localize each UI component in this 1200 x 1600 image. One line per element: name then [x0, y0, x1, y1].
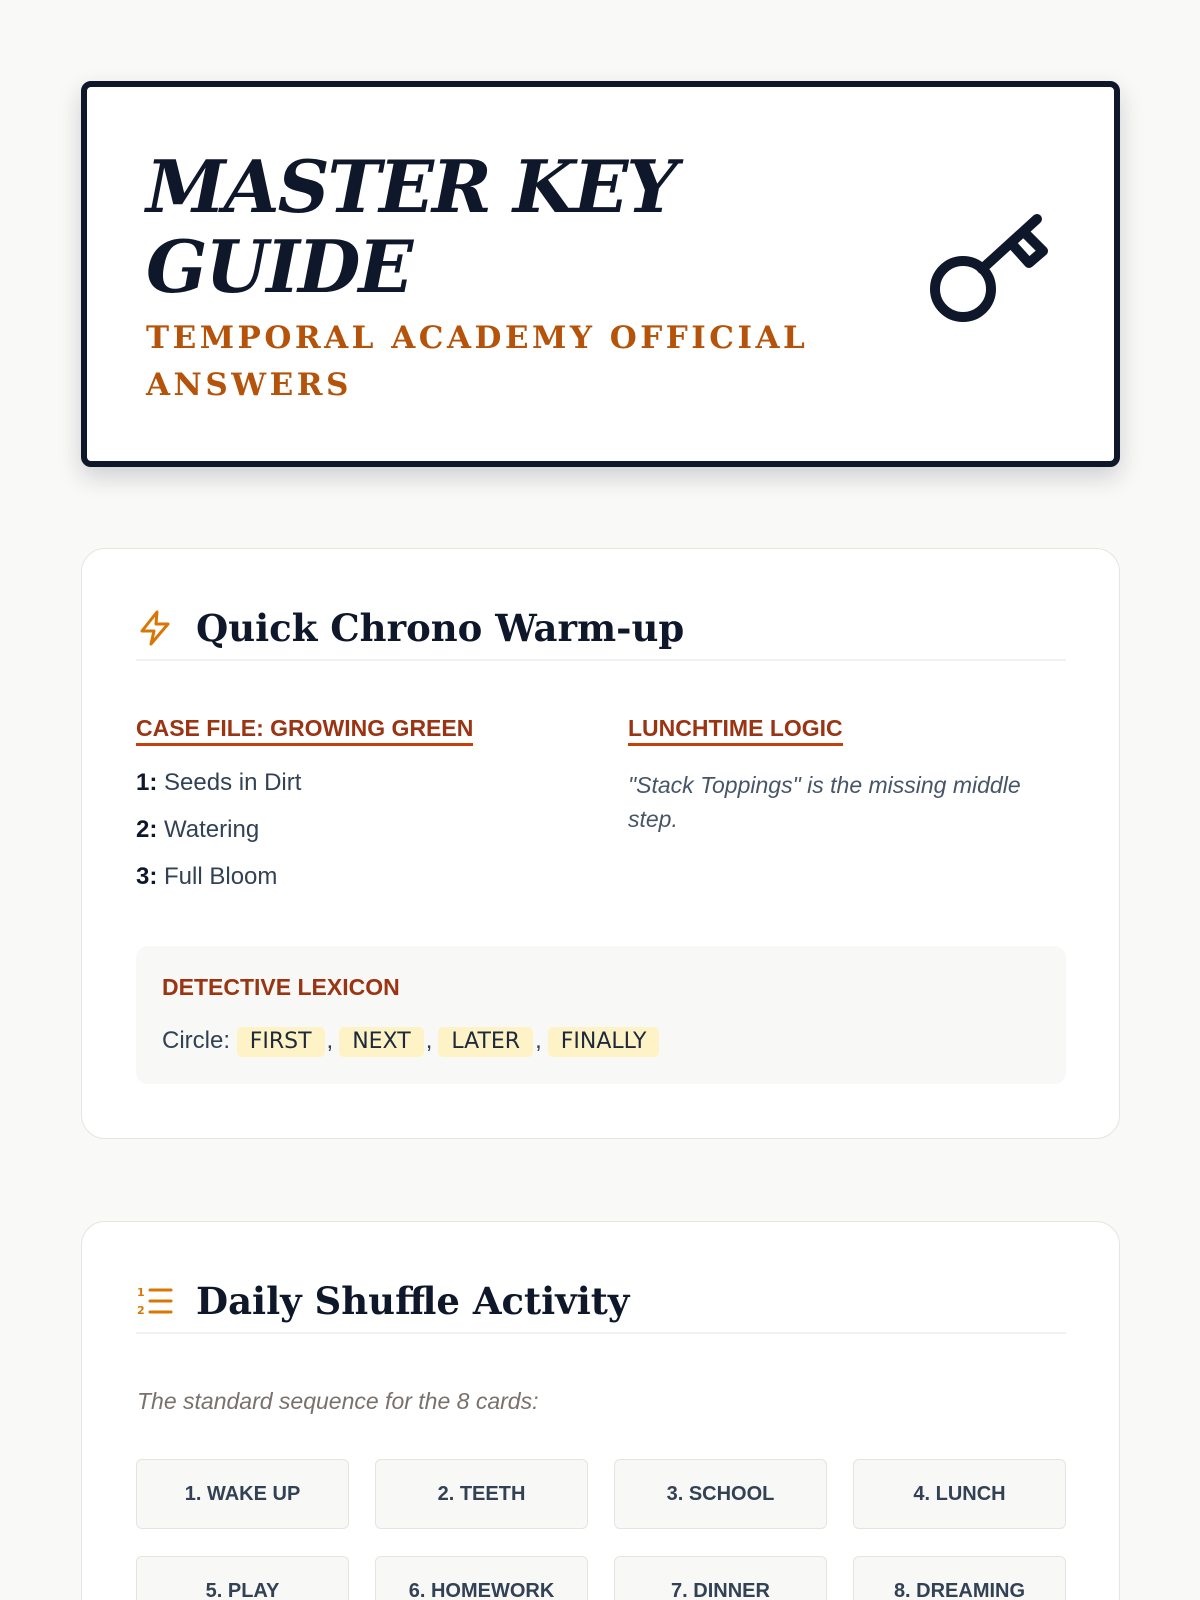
shuffle-intro: The standard sequence for the 8 cards: [137, 1388, 539, 1414]
sequence-card[interactable]: 3. SCHOOL [614, 1459, 827, 1529]
step-number: 1: [136, 769, 158, 796]
case-file-steps [136, 768, 556, 909]
hero-banner [81, 81, 1120, 467]
step-number: 3: [136, 863, 158, 890]
shuffle-card [81, 1221, 1120, 1600]
lexicon-word: LATER [438, 1027, 533, 1057]
step-item [136, 768, 556, 815]
lexicon-separator: , [425, 1027, 433, 1054]
shuffle-header [136, 1278, 1066, 1334]
sequence-card[interactable]: 2. TEETH [375, 1459, 588, 1529]
lunchtime-section [628, 714, 1068, 836]
step-text: Watering [164, 816, 260, 843]
lightning-icon [136, 609, 174, 647]
key-icon [925, 211, 1053, 331]
lexicon-label: DETECTIVE LEXICON [162, 974, 400, 1000]
svg-text:1: 1 [137, 1286, 145, 1299]
case-file-label: CASE FILE: GROWING GREEN [136, 714, 473, 746]
sequence-card[interactable]: 7. DINNER [614, 1556, 827, 1600]
sequence-card[interactable]: 5. PLAY [136, 1556, 349, 1600]
lexicon-word: NEXT [339, 1027, 423, 1057]
sequence-card[interactable]: 4. LUNCH [853, 1459, 1066, 1529]
lexicon-word: FINALLY [548, 1027, 660, 1057]
lunchtime-text: "Stack Toppings" is the missing middle step. [628, 772, 1021, 832]
sequence-card[interactable]: 1. WAKE UP [136, 1459, 349, 1529]
lexicon-separator: , [326, 1027, 334, 1054]
sequence-cards [136, 1459, 1066, 1600]
lexicon-box [136, 946, 1066, 1084]
step-number: 2: [136, 816, 158, 843]
lexicon-separator: , [535, 1027, 542, 1054]
lunchtime-label: LUNCHTIME LOGIC [628, 714, 843, 746]
shuffle-title: Daily Shuffle Activity [196, 1279, 630, 1323]
page-subtitle: TEMPORAL ACADEMY OFFICIAL ANSWERS [146, 320, 809, 403]
warmup-header [136, 605, 1066, 661]
step-item [136, 862, 556, 909]
warmup-title: Quick Chrono Warm-up [196, 606, 685, 650]
step-text: Full Bloom [164, 863, 278, 890]
lexicon-word: FIRST [237, 1027, 325, 1057]
ordered-list-icon [136, 1282, 174, 1320]
sequence-card[interactable]: 6. HOMEWORK [375, 1556, 588, 1600]
svg-text:2: 2 [137, 1304, 145, 1317]
step-item [136, 815, 556, 862]
page-title: MASTER KEY GUIDE [146, 144, 676, 309]
step-text: Seeds in Dirt [164, 769, 302, 796]
case-file-section [136, 714, 556, 909]
lexicon-prefix: Circle: [162, 1027, 231, 1054]
sequence-card[interactable]: 8. DREAMING [853, 1556, 1066, 1600]
lexicon-row [162, 1024, 659, 1058]
warmup-card [81, 548, 1120, 1139]
